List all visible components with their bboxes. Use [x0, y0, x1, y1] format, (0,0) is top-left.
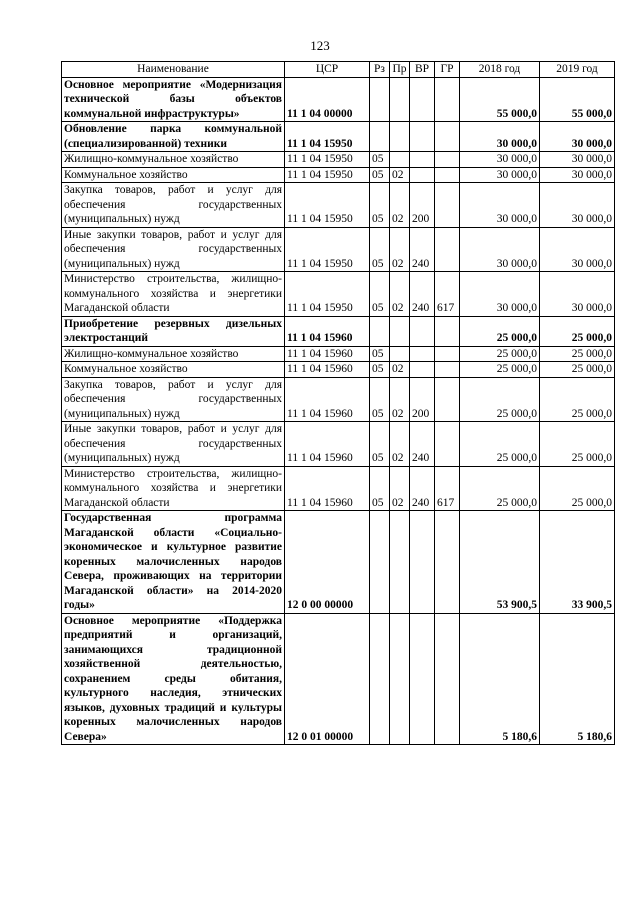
table-row: [62, 377, 615, 422]
header-csr: ЦСР: [285, 62, 370, 78]
cell-gr: [435, 152, 460, 168]
cell-pr: 02: [390, 377, 410, 422]
cell-2018: 5 180,6: [460, 613, 540, 745]
cell-vr: [410, 613, 435, 745]
cell-rz: [370, 613, 390, 745]
cell-gr: [435, 377, 460, 422]
cell-rz: [370, 122, 390, 152]
header-2019: 2019 год: [540, 62, 615, 78]
cell-vr: [410, 152, 435, 168]
cell-vr: [410, 346, 435, 362]
budget-table: [61, 61, 615, 745]
cell-2018: 30 000,0: [460, 167, 540, 183]
cell-rz: 05: [370, 227, 390, 272]
cell-2018: 30 000,0: [460, 152, 540, 168]
cell-2019: 30 000,0: [540, 272, 615, 317]
cell-2018: 30 000,0: [460, 183, 540, 228]
cell-name: Основное мероприятие «Модернизация технической базы объектов коммунальной инфраструктуры»: [62, 77, 285, 122]
table-row: [62, 183, 615, 228]
cell-pr: [390, 346, 410, 362]
cell-csr: 11 1 04 15950: [285, 167, 370, 183]
cell-2018: 25 000,0: [460, 377, 540, 422]
cell-name: Министерство строительства, жилищно-коммунального хозяйства и энергетики Магаданской области: [62, 466, 285, 511]
cell-rz: 05: [370, 422, 390, 467]
cell-csr: 11 1 04 15960: [285, 362, 370, 378]
cell-csr: 11 1 04 15950: [285, 152, 370, 168]
cell-gr: 617: [435, 272, 460, 317]
cell-gr: [435, 346, 460, 362]
cell-2019: 25 000,0: [540, 346, 615, 362]
cell-name: Обновление парка коммунальной (специализированной) техники: [62, 122, 285, 152]
cell-name: Коммунальное хозяйство: [62, 167, 285, 183]
cell-name: Жилищно-коммунальное хозяйство: [62, 346, 285, 362]
cell-vr: [410, 316, 435, 346]
header-rz: Рз: [370, 62, 390, 78]
table-row: [62, 122, 615, 152]
header-row: [62, 62, 615, 78]
cell-csr: 11 1 04 15950: [285, 227, 370, 272]
cell-csr: 11 1 04 15950: [285, 183, 370, 228]
table-row: [62, 77, 615, 122]
table-row: [62, 346, 615, 362]
cell-2019: 55 000,0: [540, 77, 615, 122]
cell-2019: 30 000,0: [540, 227, 615, 272]
cell-vr: [410, 122, 435, 152]
cell-name: Иные закупки товаров, работ и услуг для обеспечения государственных (муниципальных) нужд: [62, 227, 285, 272]
cell-vr: [410, 77, 435, 122]
cell-name: Основное мероприятие «Поддержка предприятий и организаций, занимающихся традиционной хозяйственной деятельностью, сохранением среды обитания, культурного наследия, этнических языков, духовных традиций и культуры коренных малочисленных народов Севера»: [62, 613, 285, 745]
cell-2018: 25 000,0: [460, 316, 540, 346]
cell-2018: 25 000,0: [460, 466, 540, 511]
cell-2019: 30 000,0: [540, 152, 615, 168]
cell-pr: 02: [390, 272, 410, 317]
cell-2019: 25 000,0: [540, 362, 615, 378]
cell-csr: 11 1 04 00000: [285, 77, 370, 122]
cell-rz: 05: [370, 152, 390, 168]
header-gr: ГР: [435, 62, 460, 78]
cell-pr: 02: [390, 362, 410, 378]
cell-gr: [435, 362, 460, 378]
header-2018: 2018 год: [460, 62, 540, 78]
header-pr: Пр: [390, 62, 410, 78]
cell-rz: 05: [370, 272, 390, 317]
cell-pr: 02: [390, 227, 410, 272]
cell-name: Приобретение резервных дизельных электростанций: [62, 316, 285, 346]
cell-csr: 11 1 04 15960: [285, 346, 370, 362]
cell-2018: 25 000,0: [460, 362, 540, 378]
table-row: [62, 613, 615, 745]
cell-gr: [435, 122, 460, 152]
cell-csr: 11 1 04 15960: [285, 377, 370, 422]
cell-name: Закупка товаров, работ и услуг для обеспечения государственных (муниципальных) нужд: [62, 183, 285, 228]
table-row: [62, 272, 615, 317]
table-row: [62, 511, 615, 614]
cell-name: Жилищно-коммунальное хозяйство: [62, 152, 285, 168]
cell-gr: [435, 422, 460, 467]
cell-2019: 25 000,0: [540, 466, 615, 511]
cell-gr: 617: [435, 466, 460, 511]
cell-gr: [435, 77, 460, 122]
table-row: [62, 422, 615, 467]
cell-vr: 240: [410, 466, 435, 511]
cell-pr: [390, 613, 410, 745]
table-row: [62, 466, 615, 511]
cell-vr: 200: [410, 377, 435, 422]
cell-csr: 11 1 04 15960: [285, 316, 370, 346]
cell-pr: 02: [390, 183, 410, 228]
table-row: [62, 316, 615, 346]
cell-rz: 05: [370, 377, 390, 422]
header-name: Наименование: [62, 62, 285, 78]
cell-pr: 02: [390, 466, 410, 511]
table-row: [62, 167, 615, 183]
cell-rz: [370, 316, 390, 346]
cell-2019: 25 000,0: [540, 422, 615, 467]
cell-name: Государственная программа Магаданской области «Социально-экономическое и культурное развитие коренных малочисленных народов Севера, проживающих на территории Магаданской области» на 2014-2020 годы»: [62, 511, 285, 614]
cell-csr: 12 0 01 00000: [285, 613, 370, 745]
cell-2019: 25 000,0: [540, 377, 615, 422]
cell-rz: [370, 511, 390, 614]
cell-vr: 240: [410, 272, 435, 317]
cell-rz: [370, 77, 390, 122]
cell-2018: 53 900,5: [460, 511, 540, 614]
table-row: [62, 152, 615, 168]
cell-vr: 240: [410, 227, 435, 272]
cell-2019: 30 000,0: [540, 183, 615, 228]
table-row: [62, 362, 615, 378]
cell-2019: 30 000,0: [540, 122, 615, 152]
cell-vr: [410, 362, 435, 378]
table-row: [62, 227, 615, 272]
cell-pr: [390, 316, 410, 346]
cell-csr: 12 0 00 00000: [285, 511, 370, 614]
cell-2019: 33 900,5: [540, 511, 615, 614]
cell-gr: [435, 511, 460, 614]
cell-2018: 25 000,0: [460, 422, 540, 467]
cell-vr: [410, 511, 435, 614]
cell-pr: [390, 152, 410, 168]
cell-gr: [435, 613, 460, 745]
cell-gr: [435, 227, 460, 272]
cell-pr: [390, 77, 410, 122]
cell-2019: 5 180,6: [540, 613, 615, 745]
cell-name: Закупка товаров, работ и услуг для обеспечения государственных (муниципальных) нужд: [62, 377, 285, 422]
cell-pr: [390, 511, 410, 614]
page-number: 123: [310, 38, 330, 53]
cell-2018: 30 000,0: [460, 227, 540, 272]
cell-rz: 05: [370, 167, 390, 183]
cell-rz: 05: [370, 183, 390, 228]
cell-pr: 02: [390, 167, 410, 183]
cell-name: Министерство строительства, жилищно-коммунального хозяйства и энергетики Магаданской области: [62, 272, 285, 317]
cell-csr: 11 1 04 15950: [285, 272, 370, 317]
header-vr: ВР: [410, 62, 435, 78]
cell-csr: 11 1 04 15960: [285, 466, 370, 511]
cell-vr: 240: [410, 422, 435, 467]
cell-name: Коммунальное хозяйство: [62, 362, 285, 378]
cell-pr: 02: [390, 422, 410, 467]
cell-gr: [435, 167, 460, 183]
cell-name: Иные закупки товаров, работ и услуг для обеспечения государственных (муниципальных) нужд: [62, 422, 285, 467]
cell-rz: 05: [370, 466, 390, 511]
cell-gr: [435, 183, 460, 228]
cell-vr: [410, 167, 435, 183]
cell-2019: 30 000,0: [540, 167, 615, 183]
cell-csr: 11 1 04 15950: [285, 122, 370, 152]
cell-2018: 30 000,0: [460, 122, 540, 152]
cell-2018: 30 000,0: [460, 272, 540, 317]
cell-rz: 05: [370, 362, 390, 378]
cell-vr: 200: [410, 183, 435, 228]
cell-pr: [390, 122, 410, 152]
cell-2018: 25 000,0: [460, 346, 540, 362]
cell-2018: 55 000,0: [460, 77, 540, 122]
cell-csr: 11 1 04 15960: [285, 422, 370, 467]
cell-2019: 25 000,0: [540, 316, 615, 346]
cell-gr: [435, 316, 460, 346]
cell-rz: 05: [370, 346, 390, 362]
